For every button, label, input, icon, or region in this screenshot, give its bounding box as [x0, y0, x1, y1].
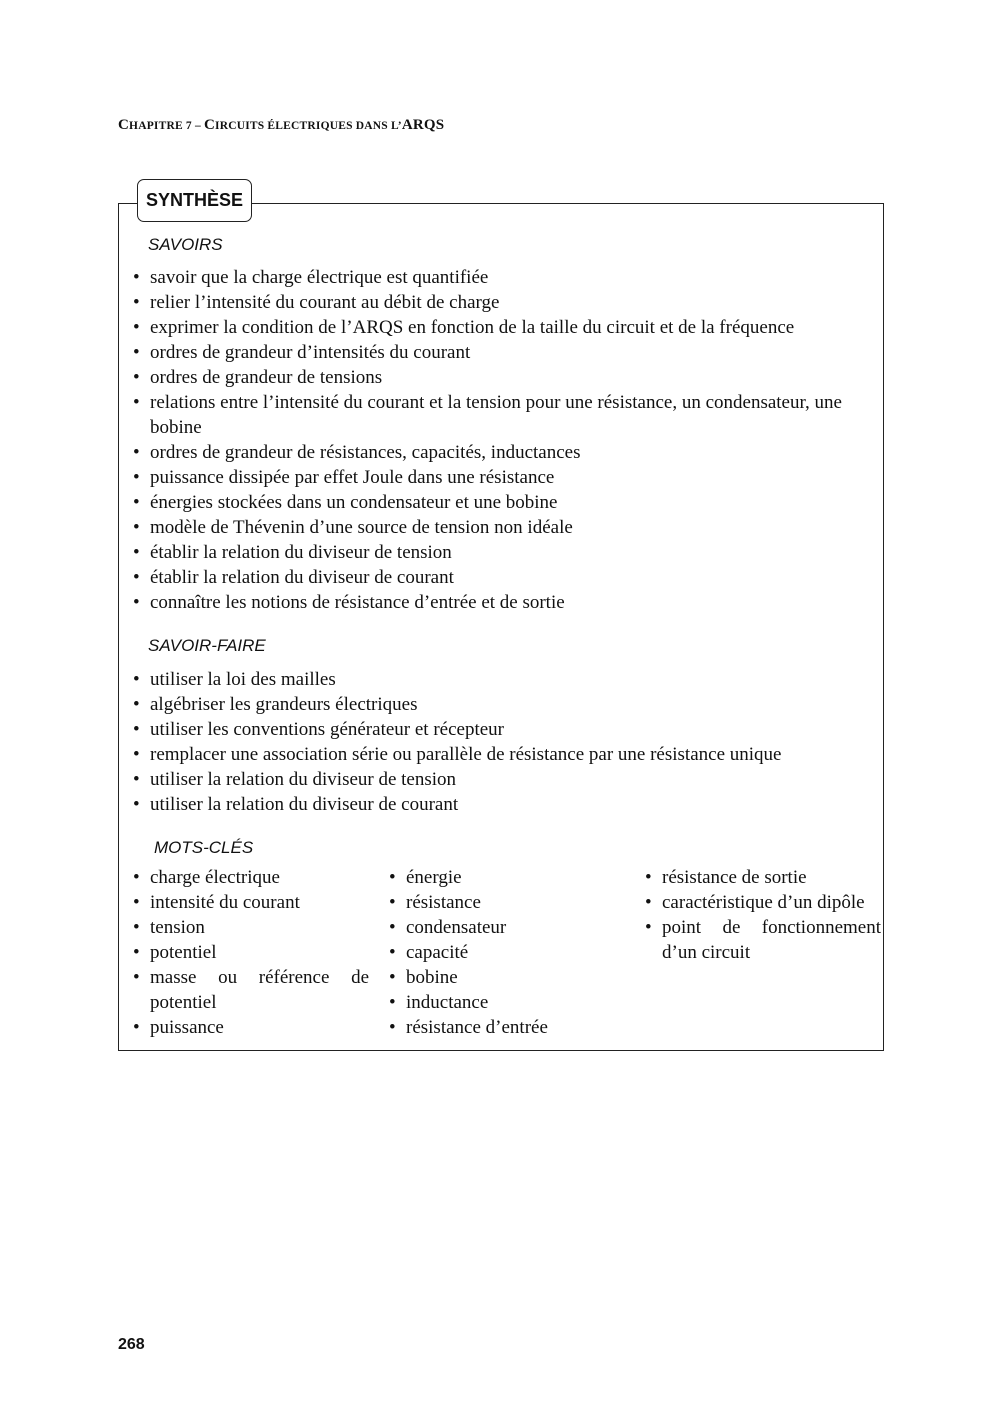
list-item: • charge électrique	[133, 865, 369, 890]
savoir-faire-heading: SAVOIR-FAIRE	[148, 636, 266, 655]
savoirs-heading: SAVOIRS	[148, 235, 223, 254]
list-item: • capacité	[389, 940, 625, 965]
list-item: • utiliser la loi des mailles	[133, 667, 881, 692]
list-item: • point de fonctionnement d’un circuit	[645, 915, 881, 965]
list-item: • établir la relation du diviseur de courant	[133, 565, 881, 590]
list-item: • modèle de Thévenin d’une source de tension non idéale	[133, 515, 881, 540]
list-item: • ordres de grandeur de tensions	[133, 365, 881, 390]
list-item: • inductance	[389, 990, 625, 1015]
list-item: • intensité du courant	[133, 890, 369, 915]
chapter-title-rest: IRCUITS ÉLECTRIQUES DANS L’	[215, 120, 402, 132]
page-number: 268	[118, 1336, 145, 1353]
list-item: • énergies stockées dans un condensateur et une bobine	[133, 490, 881, 515]
list-item: • puissance dissipée par effet Joule dans une résistance	[133, 465, 881, 490]
chapter-prefix-rest: HAPITRE 7 –	[129, 120, 204, 132]
list-item: • algébriser les grandeurs électriques	[133, 692, 881, 717]
list-item: • établir la relation du diviseur de tension	[133, 540, 881, 565]
list-item: • ordres de grandeur d’intensités du courant	[133, 340, 881, 365]
list-item: • relations entre l’intensité du courant et la tension pour une résistance, un condensateur, une bobine	[133, 390, 881, 440]
savoirs-list	[133, 265, 881, 615]
mots-cles-column-2	[389, 865, 625, 1040]
list-item: • utiliser les conventions générateur et récepteur	[133, 717, 881, 742]
list-item: • résistance d’entrée	[389, 1015, 625, 1040]
chapter-header	[118, 117, 444, 134]
chapter-prefix-initial: C	[118, 117, 130, 133]
list-item: • énergie	[389, 865, 625, 890]
list-item: • caractéristique d’un dipôle	[645, 890, 881, 915]
list-item: • bobine	[389, 965, 625, 990]
mots-cles-heading: MOTS-CLÉS	[154, 838, 254, 857]
list-item: • puissance	[133, 1015, 369, 1040]
mots-cles-column-1	[133, 865, 369, 1040]
list-item: • remplacer une association série ou parallèle de résistance par une résistance unique	[133, 742, 881, 767]
list-item: • utiliser la relation du diviseur de courant	[133, 792, 881, 817]
list-item: • utiliser la relation du diviseur de tension	[133, 767, 881, 792]
list-item: • condensateur	[389, 915, 625, 940]
list-item: • résistance	[389, 890, 625, 915]
list-item: • relier l’intensité du courant au débit de charge	[133, 290, 881, 315]
savoir-faire-list	[133, 667, 881, 817]
chapter-title-initial: C	[203, 117, 216, 133]
list-item: • potentiel	[133, 940, 369, 965]
chapter-title-acronym: ARQS	[401, 117, 445, 133]
list-item: • exprimer la condition de l’ARQS en fonction de la taille du circuit et de la fréquence	[133, 315, 881, 340]
list-item: • savoir que la charge électrique est quantifiée	[133, 265, 881, 290]
mots-cles-column-3	[645, 865, 881, 965]
list-item: • tension	[133, 915, 369, 940]
list-item: • résistance de sortie	[645, 865, 881, 890]
list-item: • ordres de grandeur de résistances, capacités, inductances	[133, 440, 881, 465]
list-item: • connaître les notions de résistance d’entrée et de sortie	[133, 590, 881, 615]
list-item: • masse ou référence de potentiel	[133, 965, 369, 1015]
synthese-tab: SYNTHÈSE	[137, 179, 252, 222]
